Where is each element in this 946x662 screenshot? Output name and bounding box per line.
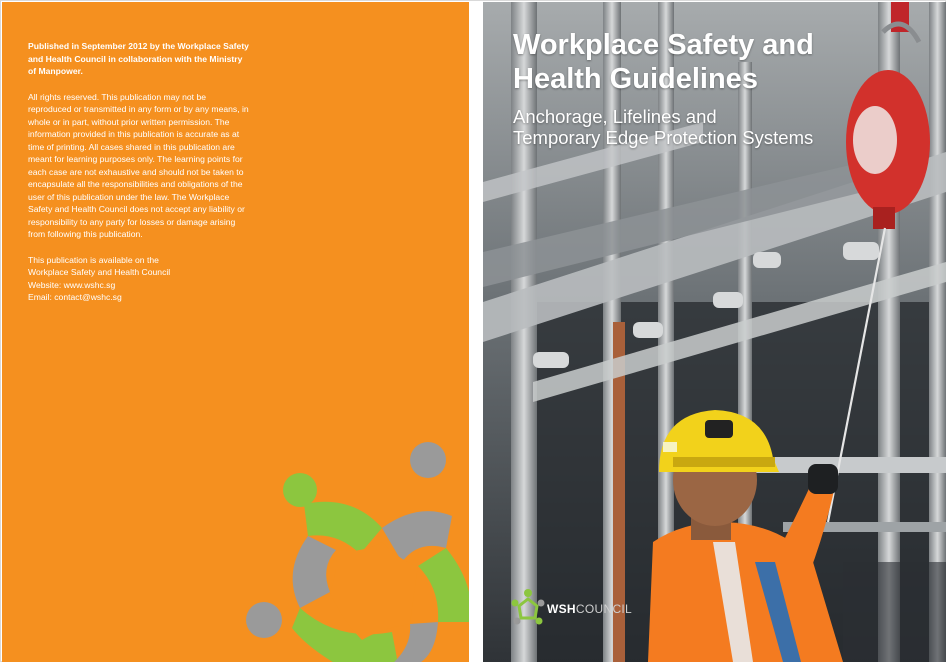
imprint-block bbox=[28, 40, 250, 304]
front-cover bbox=[483, 2, 946, 662]
motif-head-grey-left bbox=[246, 602, 282, 638]
cover-subtitle-line-1: Anchorage, Lifelines and bbox=[513, 106, 717, 127]
wsh-council-logo bbox=[511, 588, 651, 628]
availability-line-1: This publication is available on the bbox=[28, 254, 159, 265]
logo-text-wsh: WSH bbox=[547, 602, 576, 616]
worker-scaffolding-photo bbox=[483, 2, 946, 662]
website-text: Website: www.wshc.sg bbox=[28, 279, 116, 290]
motif-grey-arm-bottom-right bbox=[392, 622, 438, 662]
cover-subtitle bbox=[513, 106, 943, 148]
logo-text-council: COUNCIL bbox=[575, 602, 633, 616]
motif-head-grey-top bbox=[410, 442, 446, 478]
wsh-motif-graphic bbox=[242, 432, 469, 662]
cover-title-line-1: Workplace Safety and bbox=[513, 29, 814, 61]
wsh-council-logo-text bbox=[547, 602, 632, 616]
cover-title-line-2: Health Guidelines bbox=[513, 63, 758, 95]
availability-line-2: Workplace Safety and Health Council bbox=[28, 267, 171, 277]
back-cover bbox=[2, 2, 469, 662]
rights-notice: All rights reserved. This publication may not be reproduced or transmitted in any form or by any means, in whole or in part, without prior written permission. The information provided in this publication is accurate as at time of printing. All cases shared in this publication are meant for learning purposes only. The learning points for each case are not exhaustive and should not be taken to encapsulate all the responsibilities and obligations of the user of this publication under the law. The Workplace Safety and Health Council does not accept any liability or responsibility to any party for losses or damage arising from following this publication. bbox=[28, 91, 249, 239]
cover-subtitle-line-2: Temporary Edge Protection Systems bbox=[513, 127, 814, 148]
availability-block bbox=[28, 254, 250, 304]
cover-title bbox=[513, 28, 933, 96]
motif-grey-arm-left bbox=[293, 536, 336, 608]
email-text: Email: contact@wshc.sg bbox=[28, 292, 122, 302]
wsh-council-logo-mark-icon bbox=[511, 588, 545, 628]
motif-green-arm-right bbox=[418, 548, 469, 622]
spread-gutter bbox=[469, 2, 483, 662]
motif-head-green bbox=[283, 473, 317, 507]
publication-credit: Published in September 2012 by the Workplace Safety and Health Council in collaboration with the Ministry of Manpower. bbox=[28, 41, 249, 76]
